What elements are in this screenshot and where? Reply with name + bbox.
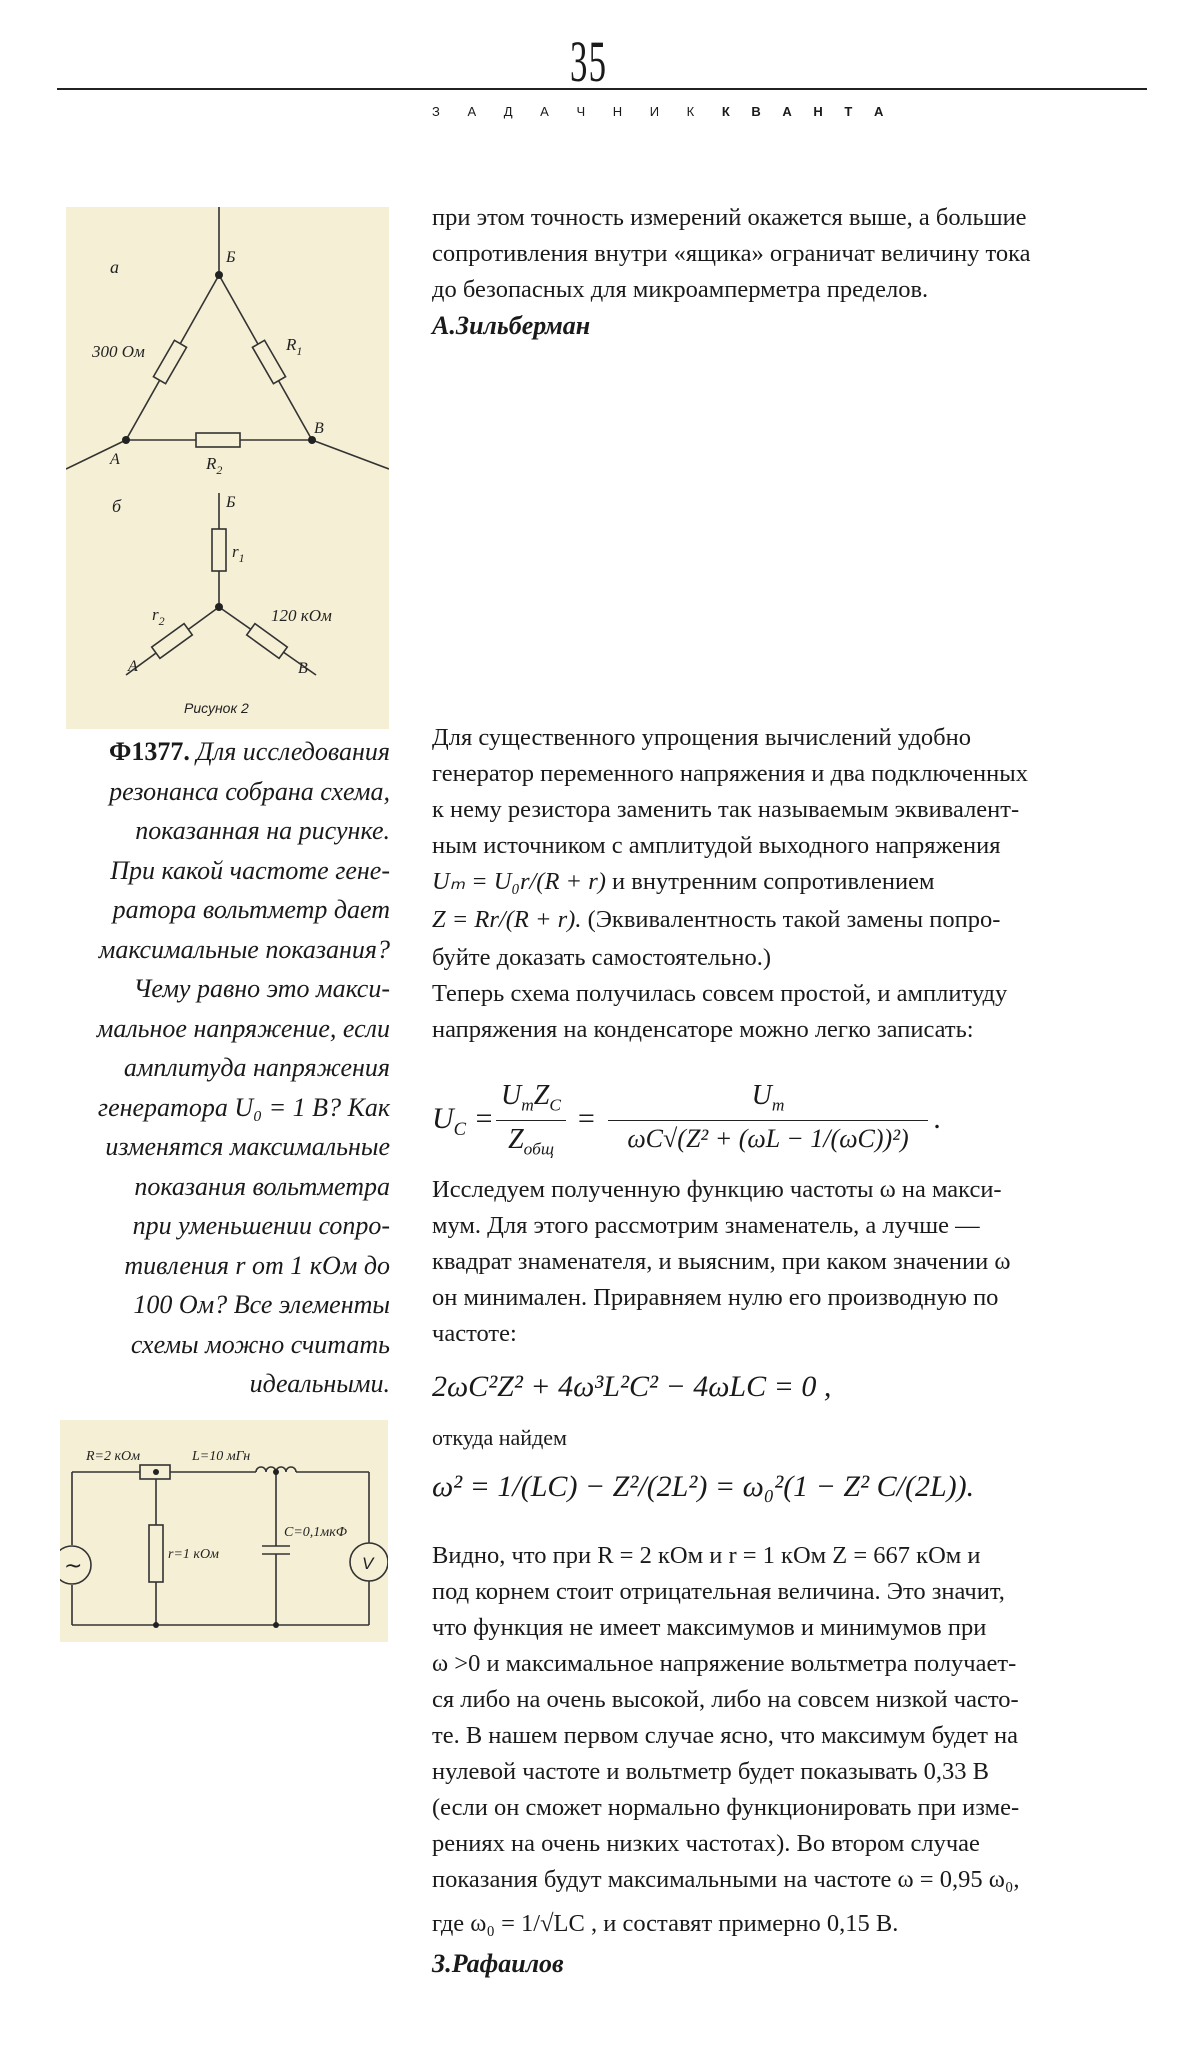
uc-fraction-bar-2	[608, 1120, 928, 1121]
text-line: ным источником с амплитудой выходного напряжения	[432, 832, 1001, 859]
junction-dot	[153, 1469, 159, 1475]
figure-2-diagram	[66, 207, 389, 729]
text-line: буйте доказать самостоятельно.)	[432, 944, 771, 971]
solution-p1	[432, 720, 1147, 1048]
text-line: под корнем стоит отрицательная величина. Это значит,	[432, 1578, 1005, 1605]
star-r1-subscript: 1	[238, 551, 245, 565]
uc-denominator-2: ωC√(Z² + (ωL − 1/(ωC))²)	[627, 1124, 909, 1153]
uc-denominator-1: $Z_{общ}$	[508, 1124, 554, 1159]
text-line: напряжения на конденсаторе можно легко записать:	[432, 1016, 974, 1043]
text-line: Uₘ = U₀r/(R + r) и внутренним сопротивлением	[432, 868, 935, 895]
uc-numerator-1: $U_mZ_C$	[501, 1080, 561, 1115]
star-resistor-label: 120 кОм	[271, 606, 332, 625]
node-dot	[122, 436, 130, 444]
solution-p4	[432, 1538, 1147, 1982]
node-v: В	[314, 420, 324, 437]
text-line: при этом точность измерений окажется выше, а большие	[432, 204, 1027, 231]
resistor-small-r2	[152, 624, 193, 659]
r1-subscript: 1	[296, 344, 303, 358]
problem-line: показанная на рисунке.	[135, 816, 390, 845]
problem-line: изменятся максимальные	[105, 1132, 390, 1161]
text-line: Видно, что при R = 2 кОм и r = 1 кОм Z = 667 кОм и	[432, 1542, 981, 1569]
header-rule	[57, 88, 1147, 90]
node-a: А	[110, 451, 120, 468]
text-line: Теперь схема получилась совсем простой, и амплитуду	[432, 980, 1008, 1007]
text-line: сопротивления внутри «ящика» ограничат величину тока	[432, 240, 1031, 267]
figure-label-b: б	[112, 496, 122, 516]
figure-caption: Рисунок 2	[184, 700, 249, 716]
top-text-block	[432, 200, 1147, 344]
problem-statement	[60, 732, 390, 1404]
problem-line: амплитуда напряжения	[123, 1053, 390, 1082]
uc-lhs: $U_C$ =	[432, 1102, 494, 1140]
ac-source-symbol: ~	[64, 1554, 83, 1579]
node-dot	[215, 271, 223, 279]
resistor-r1	[252, 340, 285, 383]
resistor-r2	[196, 433, 240, 447]
uc-period: .	[934, 1102, 942, 1135]
problem-line: генератора U₀ = 1 В? Как	[97, 1092, 390, 1122]
omega-formula: ω² = 1/(LC) − Z²/(2L²) = ω₀²(1 − Z² C/(2L)).	[432, 1470, 975, 1503]
author-rafailov: З.Рафаилов	[432, 1949, 564, 1978]
node-b-top: Б	[226, 249, 236, 266]
text-line: Z = Rr/(R + r). (Эквивалентность такой замены попро-	[432, 906, 1001, 933]
problem-line: Чему равно это макси-	[133, 974, 390, 1003]
r1-label	[285, 335, 302, 358]
star-r2-letter: r	[152, 605, 159, 624]
problem-line: максимальные показания?	[98, 934, 390, 964]
star-r1-label	[232, 542, 245, 565]
text-line: что функция не имеет максимумов и минимумов при	[432, 1614, 987, 1641]
text-line: ω >0 и максимальное напряжение вольтметра получает-	[432, 1650, 1017, 1677]
text-line: показания будут максимальными на частоте ω = 0,95 ω₀,	[432, 1866, 1020, 1893]
text-line: рениях на очень низких частотах). Во втором случае	[432, 1830, 980, 1857]
circuit-L-label: L=10 мГн	[192, 1449, 251, 1464]
problem-line: При какой частоте гене-	[110, 855, 390, 885]
text-line: генератор переменного напряжения и два подключенных	[432, 760, 1028, 787]
star-node-v: В	[298, 660, 308, 677]
voltmeter-symbol: V	[362, 1554, 374, 1573]
problem-line: мальное напряжение, если	[96, 1013, 390, 1043]
node-b-star: Б	[226, 494, 236, 511]
text-line: к нему резистора заменить так называемым эквивалент-	[432, 796, 1020, 823]
figure-2	[66, 207, 389, 729]
text-line: ся либо на очень высокой, либо на совсем низкой часто-	[432, 1686, 1019, 1713]
problem-line: ратора вольтметр дает	[112, 895, 390, 924]
equals-sign: =	[576, 1102, 597, 1135]
resistor-120-kohm	[247, 624, 288, 659]
resistor-300-ohm	[153, 340, 186, 383]
text-line: где ω₀ = 1/√LC , и составят примерно 0,15 В.	[432, 1910, 899, 1937]
r2-subscript: 2	[216, 463, 223, 477]
star-r2-label	[152, 605, 165, 628]
resistor-r	[149, 1525, 163, 1582]
problem-line: при уменьшении сопро-	[132, 1211, 390, 1240]
text-line: те. В нашем первом случае ясно, что максимум будет на	[432, 1722, 1019, 1749]
running-head	[432, 104, 892, 119]
resistor-small-r1	[212, 529, 226, 571]
junction-dot	[273, 1469, 279, 1475]
solution-p3	[432, 1172, 1147, 1352]
circuit-r-label: r=1 кОм	[168, 1547, 219, 1562]
star-r1-letter: r	[232, 542, 239, 561]
page-number: 35	[570, 29, 608, 94]
problem-line: 100 Ом? Все элементы	[133, 1290, 390, 1319]
node-dot	[308, 436, 316, 444]
otkuda-line: откуда найдем	[432, 1425, 567, 1450]
problem-line: резонанса собрана схема,	[109, 776, 390, 806]
problem-line: идеальными.	[249, 1369, 390, 1398]
r2-label	[205, 454, 222, 477]
junction-dot	[273, 1622, 279, 1628]
text-line: квадрат знаменателя, и выясним, при каком значении ω	[432, 1248, 1011, 1275]
text-line: (если он сможет нормально функционировать при изме-	[432, 1794, 1020, 1821]
problem-line: Ф1377. Для исследования	[108, 737, 390, 766]
derivative-formula: 2ωC²Z² + 4ω³L²C² − 4ωLC = 0 ,	[432, 1370, 832, 1403]
text-line: частоте:	[432, 1320, 517, 1347]
uc-numerator-2: $U_m$	[751, 1080, 785, 1115]
text-line: Исследуем полученную функцию частоты ω на макси-	[432, 1176, 1002, 1203]
star-node-a: А	[128, 658, 138, 675]
problem-line: тивления r от 1 кОм до	[124, 1250, 390, 1280]
text-line: нулевой частоте и вольтметр будет показывать 0,33 В	[432, 1758, 990, 1785]
text-line: Для существенного упрощения вычислений удобно	[432, 724, 972, 751]
r2-letter: R	[206, 454, 217, 473]
circuit-C-label: C=0,1мкФ	[284, 1525, 348, 1540]
running-head-bold: К В А Н Т А	[721, 104, 893, 119]
problem-number: Ф1377.	[108, 737, 190, 766]
text-line: он минимален. Приравняем нулю его производную по	[432, 1284, 999, 1311]
problem-line: показания вольтметра	[134, 1171, 390, 1201]
author-zilberman: А.Зильберман	[432, 311, 591, 340]
text-line: до безопасных для микроамперметра пределов.	[432, 276, 929, 303]
z-formula: Z = Rr/(R + r).	[432, 906, 582, 933]
star-r2-subscript: 2	[158, 614, 165, 628]
text-line: мум. Для этого рассмотрим знаменатель, а лучше —	[432, 1212, 980, 1239]
circuit-diagram	[60, 1420, 388, 1642]
circuit-R-label: R=2 кОм	[86, 1449, 141, 1464]
node-dot	[215, 603, 223, 611]
circuit-figure	[60, 1420, 388, 1642]
um-formula: Uₘ = U₀r/(R + r)	[432, 868, 606, 895]
delta-resistor-label: 300 Ом	[92, 342, 145, 361]
running-head-light: З А Д А Ч Н И К	[432, 104, 707, 119]
uc-fraction-bar-1	[496, 1120, 566, 1121]
junction-dot	[153, 1622, 159, 1628]
uc-formula	[432, 1080, 952, 1160]
problem-line: схемы можно считать	[130, 1329, 390, 1359]
figure-label-a: а	[110, 257, 119, 277]
r1-letter: R	[286, 335, 297, 354]
